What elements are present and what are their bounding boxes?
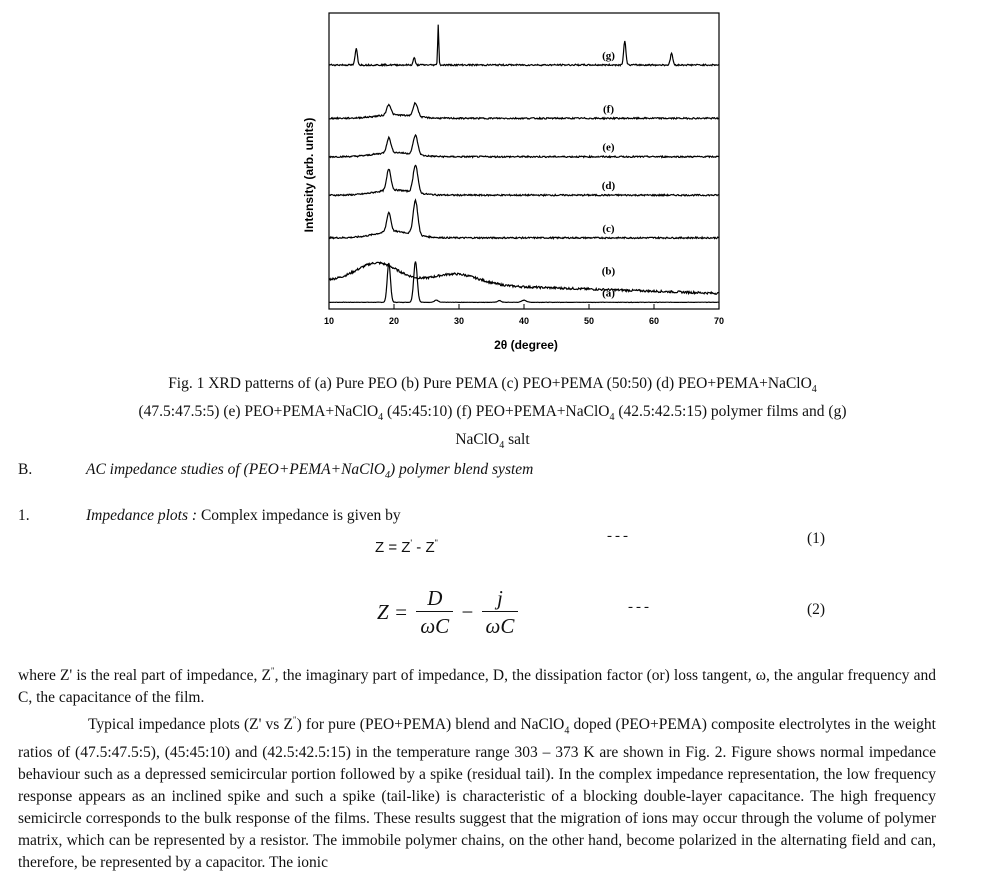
- series-label-d: (d): [601, 180, 616, 193]
- x-tick-label: 60: [648, 316, 660, 326]
- equation-2-dashes: ---: [628, 599, 652, 615]
- fraction-2: $\frac{j}{\omega C}$: [482, 585, 519, 640]
- equation-2-number: (2): [807, 601, 826, 618]
- x-tick-label: 30: [453, 316, 465, 326]
- series-line-f: [329, 103, 719, 119]
- body-text: [18, 660, 936, 874]
- series-label-g: (g): [602, 49, 615, 62]
- x-tick-label: 10: [323, 316, 335, 326]
- series-label-f: (f): [603, 103, 614, 116]
- x-axis-ticks: [324, 304, 724, 326]
- series-line-g: [329, 25, 719, 66]
- x-tick-label: 20: [388, 316, 400, 326]
- subsection-number: 1.: [18, 507, 30, 524]
- x-tick-label: 40: [518, 316, 530, 326]
- caption-line-1: Fig. 1 XRD patterns of (a) Pure PEO (b) Pure PEMA (c) PEO+PEMA (50:50) (d) PEO+PEMA+NaClO$_4$: [168, 375, 817, 396]
- series-label-c: (c): [602, 222, 615, 235]
- caption-line-2: (47.5:47.5:5) (e) PEO+PEMA+NaClO$_4$ (45:45:10) (f) PEO+PEMA+NaClO$_4$ (42.5:42.5:15) polymer films and (g): [138, 403, 847, 424]
- figure-caption: [30, 373, 955, 457]
- equation-1-dashes: ---: [607, 528, 631, 544]
- series-line-e: [329, 135, 719, 158]
- x-tick-label: 70: [713, 316, 725, 326]
- xrd-figure: [0, 0, 985, 360]
- series-label-e: (e): [602, 141, 615, 154]
- series-label-a: (a): [602, 287, 615, 300]
- subsection-title: Impedance plots : Complex impedance is given by: [86, 507, 401, 524]
- y-axis-label: Intensity (arb. units): [302, 117, 316, 233]
- xrd-series: [329, 25, 719, 303]
- x-tick-label: 50: [583, 316, 595, 326]
- series-labels: [602, 50, 616, 299]
- fraction-1: $\frac{D}{\omega C}$: [416, 585, 453, 640]
- series-label-b: (b): [601, 265, 616, 278]
- section-letter: B.: [18, 461, 33, 478]
- equation-2: Z = $\frac{D}{\omega C}$ − $\frac{j}{\omega C}$: [374, 585, 518, 640]
- x-axis-label: 2θ (degree): [494, 338, 558, 352]
- equation-1-number: (1): [807, 530, 826, 547]
- paragraph-2: Typical impedance plots (Z' vs Z") for pure (PEO+PEMA) blend and NaClO$_4$ doped (PEO+PEMA) composite electrolytes in the weight ratios of (47.5:47.5:5), (45:45:10) and (42.5:42.5:15) in the temperature range 303 – 373 K are shown in Fig. 2. Figure shows normal impedance behaviour such as a depressed semicircular portion followed by a spike (residual tail). In the complex impedance representation, the low frequency response appears as an inclined spike and such a spike (tail-like) is characteristic of a blocking double-layer capacitance. The high frequency semicircle corresponds to the bulk response of the films. These results suggest that the migration of ions may occur through the volume of polymer matrix, which can be represented by a resistor. The immobile polymer chains, on the other hand, become polarized in the alternating field and can, therefore, be represented by a capacitor. The ionic: [18, 715, 936, 872]
- section-title: AC impedance studies of (PEO+PEMA+NaClO$_4$) polymer blend system: [86, 461, 534, 482]
- paragraph-1: where Z' is the real part of impedance, Z", the imaginary part of impedance, D, the dissipation factor (or) loss tangent, ω, the angular frequency and C, the capacitance of the film.: [18, 666, 936, 707]
- series-line-a: [329, 262, 719, 303]
- series-line-d: [329, 165, 719, 196]
- series-line-c: [329, 200, 719, 239]
- equation-1: Z = Z' - Z": [375, 538, 438, 556]
- caption-line-3: NaClO$_4$ salt: [455, 431, 530, 452]
